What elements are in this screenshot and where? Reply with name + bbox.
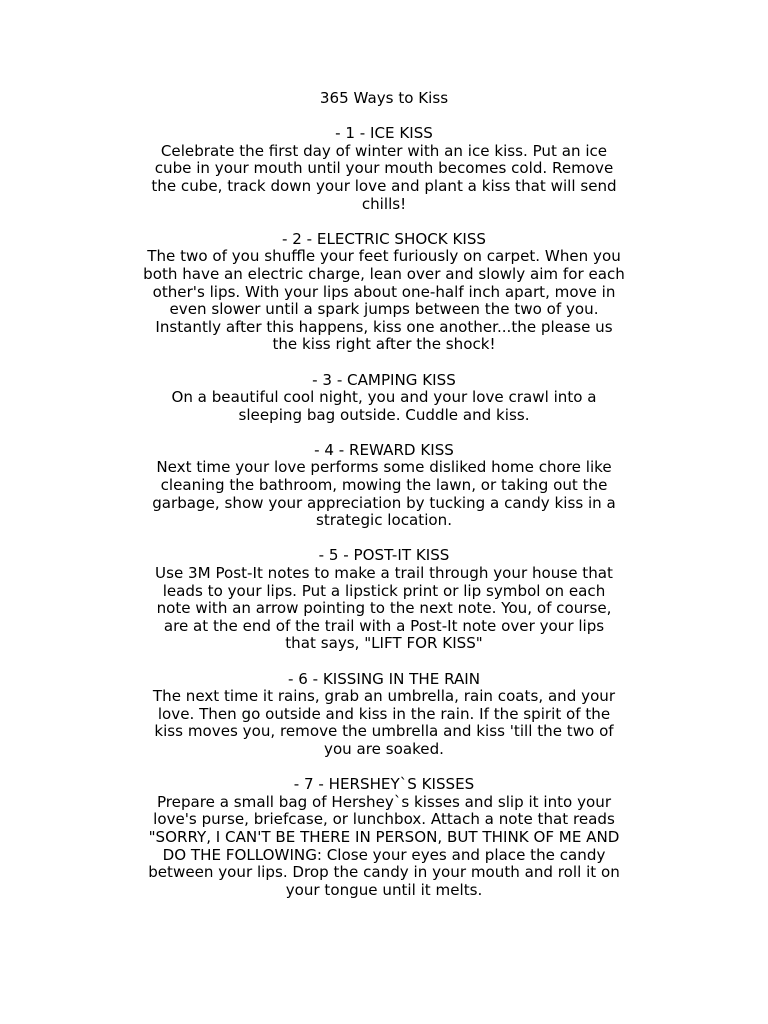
body-line: love's purse, briefcase, or lunchbox. Attach a note that reads — [153, 810, 615, 829]
section-heading: - 3 - CAMPING KISS — [312, 370, 456, 389]
document-title: 365 Ways to Kiss — [319, 89, 449, 107]
body-line: cube in your mouth until your mouth becomes cold. Remove — [154, 159, 614, 178]
body-line: leads to your lips. Put a lipstick print or lip symbol on each — [162, 581, 606, 600]
body-line: strategic location. — [316, 511, 452, 530]
body-line: other's lips. With your lips about one-half inch apart, move in — [152, 282, 616, 301]
body-line: that says, "LIFT FOR KISS" — [285, 634, 483, 653]
body-line: The two of you shuffle your feet furiously on carpet. When you — [147, 247, 621, 266]
section-heading: - 7 - HERSHEY`S KISSES — [293, 775, 475, 794]
body-line: even slower until a spark jumps between the two of you. — [169, 300, 599, 319]
body-line: Instantly after this happens, kiss one another...the please us — [155, 317, 613, 336]
body-line: the cube, track down your love and plant a kiss that will send — [151, 176, 617, 195]
section-post-it-kiss — [0, 547, 768, 653]
section-heading: - 5 - POST-IT KISS — [318, 546, 450, 565]
body-line: love. Then go outside and kiss in the rain. If the spirit of the — [157, 704, 611, 723]
body-line: Use 3M Post-It notes to make a trail through your house that — [155, 564, 613, 583]
section-body — [0, 389, 768, 424]
section-reward-kiss — [0, 442, 768, 530]
body-line: you are soaked. — [324, 739, 444, 758]
section-hersheys-kisses — [0, 776, 768, 899]
body-line: between your lips. Drop the candy in your mouth and roll it on — [148, 863, 620, 882]
section-body — [0, 794, 768, 900]
body-line: Celebrate the first day of winter with an ice kiss. Put an ice — [160, 141, 608, 160]
section-heading: - 1 - ICE KISS — [335, 124, 433, 143]
section-kissing-in-the-rain — [0, 671, 768, 759]
section-body — [0, 688, 768, 758]
body-line: garbage, show your appreciation by tucking a candy kiss in a — [152, 493, 616, 512]
body-line: Next time your love performs some disliked home chore like — [156, 458, 612, 477]
body-line: On a beautiful cool night, you and your love crawl into a — [171, 388, 597, 407]
section-body — [0, 143, 768, 213]
body-line: the kiss right after the shock! — [272, 335, 496, 354]
body-line: chills! — [361, 194, 407, 213]
body-line: note with an arrow pointing to the next note. You, of course, — [156, 599, 612, 618]
section-camping-kiss — [0, 372, 768, 425]
section-heading: - 4 - REWARD KISS — [314, 440, 454, 459]
body-line: both have an electric charge, lean over and slowly aim for each — [143, 264, 625, 283]
section-electric-shock-kiss — [0, 231, 768, 354]
section-body — [0, 565, 768, 653]
section-heading: - 6 - KISSING IN THE RAIN — [287, 669, 481, 688]
section-heading: - 2 - ELECTRIC SHOCK KISS — [282, 229, 486, 248]
section-ice-kiss — [0, 125, 768, 213]
body-line: The next time it rains, grab an umbrella, rain coats, and your — [152, 687, 616, 706]
body-line: DO THE FOLLOWING: Close your eyes and place the candy — [162, 845, 606, 864]
body-line: sleeping bag outside. Cuddle and kiss. — [238, 405, 530, 424]
body-line: Prepare a small bag of Hershey`s kisses and slip it into your — [156, 792, 612, 811]
body-line: are at the end of the trail with a Post-It note over your lips — [163, 616, 605, 635]
section-body — [0, 248, 768, 354]
body-line: your tongue until it melts. — [285, 880, 483, 899]
body-line: cleaning the bathroom, mowing the lawn, or taking out the — [160, 476, 608, 495]
document-page — [0, 90, 768, 917]
body-line: kiss moves you, remove the umbrella and kiss 'till the two of — [154, 722, 614, 741]
body-line: "SORRY, I CAN'T BE THERE IN PERSON, BUT THINK OF ME AND — [148, 827, 620, 846]
section-body — [0, 459, 768, 529]
